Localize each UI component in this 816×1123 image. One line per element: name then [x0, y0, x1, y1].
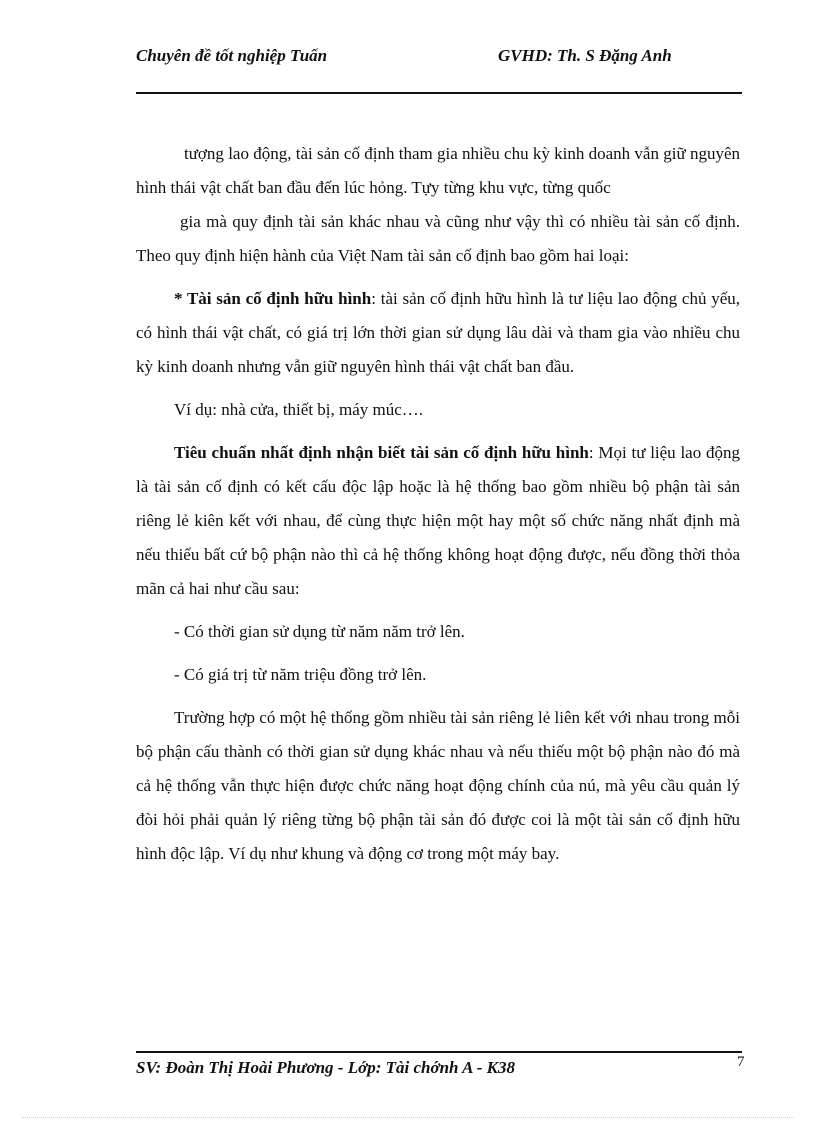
page-number: 7 — [737, 1054, 745, 1070]
header-divider — [136, 92, 742, 94]
term-recognition-criteria: Tiêu chuẩn nhất định nhận biết tài sản cố định hữu hình — [174, 443, 589, 462]
paragraph-continuation: tượng lao động, tài sản cố định tham gia nhiều chu kỳ kinh doanh vẫn giữ nguyên hình thái vật chất ban đầu đến lúc hỏng. Tựy từng khu vực, từng quốc — [136, 144, 740, 197]
paragraph-example: Ví dụ: nhà cửa, thiết bị, máy múc…. — [174, 400, 424, 419]
paragraph-system-assets: Trường hợp có một hệ thống gồm nhiều tài sản riêng lẻ liên kết với nhau trong mỗi bộ phận cấu thành có thời gian sử dụng khác nhau và nếu thiếu một bộ phận nào đó mà cả hệ thống vẫn thực hiện được chức năng hoạt động chính của nú, mà yêu cầu quản lý đòi hỏi phải quản lý riêng từng bộ phận tài sản đó được coi là một tài sản cố định hữu hình độc lập. Ví dụ như khung và động cơ trong một máy bay. — [136, 708, 740, 863]
footer-student-info: SV: Đoàn Thị Hoài Phương - Lớp: Tài chớnh A - K38 — [136, 1058, 516, 1077]
footer-divider — [136, 1051, 742, 1053]
paragraph-fixed-asset-types: gia mà quy định tài sản khác nhau và cũng như vậy thì có nhiều tài sản cố định. Theo quy định hiện hành của Việt Nam tài sản cố định bao gồm hai loại: — [136, 212, 740, 265]
page-header — [136, 46, 742, 94]
header-supervisor: GVHD: Th. S Đặng Anh — [498, 46, 672, 65]
header-document-title: Chuyên đề tốt nghiệp Tuấn — [136, 46, 328, 65]
criterion-useful-life: - Có thời gian sử dụng từ năm năm trở lên. — [174, 622, 465, 641]
page-body — [136, 137, 740, 880]
criteria-description: : Mọi tư liệu lao động là tài sản cố định có kết cấu độc lập hoặc là hệ thống bao gồm nhiều bộ phận tài sản riêng lẻ kiên kết với nhau, để cùng thực hiện một hay một số chức năng nhất định mà nếu thiếu bất cứ bộ phận nào thì cả hệ thống không hoạt động được, nếu đồng thời thỏa mãn cả hai như cầu sau: — [136, 443, 741, 598]
criterion-value: - Có giá trị từ năm triệu đồng trở lên. — [174, 665, 427, 684]
paragraph-recognition-criteria — [136, 436, 740, 606]
paragraph-tangible-assets — [136, 282, 740, 384]
definition-tangible-fixed-assets: : tài sản cố định hữu hình là tư liệu lao động chủ yếu, có hình thái vật chất, có giá trị lớn thời gian sử dụng lâu dài và tham gia vào nhiều chu kỳ kinh doanh nhưng vẫn giữ nguyên hình thái vật chất ban đầu. — [136, 289, 741, 376]
term-tangible-fixed-assets: * Tài sản cố định hữu hình — [174, 289, 372, 308]
page-edge-divider — [22, 1117, 794, 1118]
